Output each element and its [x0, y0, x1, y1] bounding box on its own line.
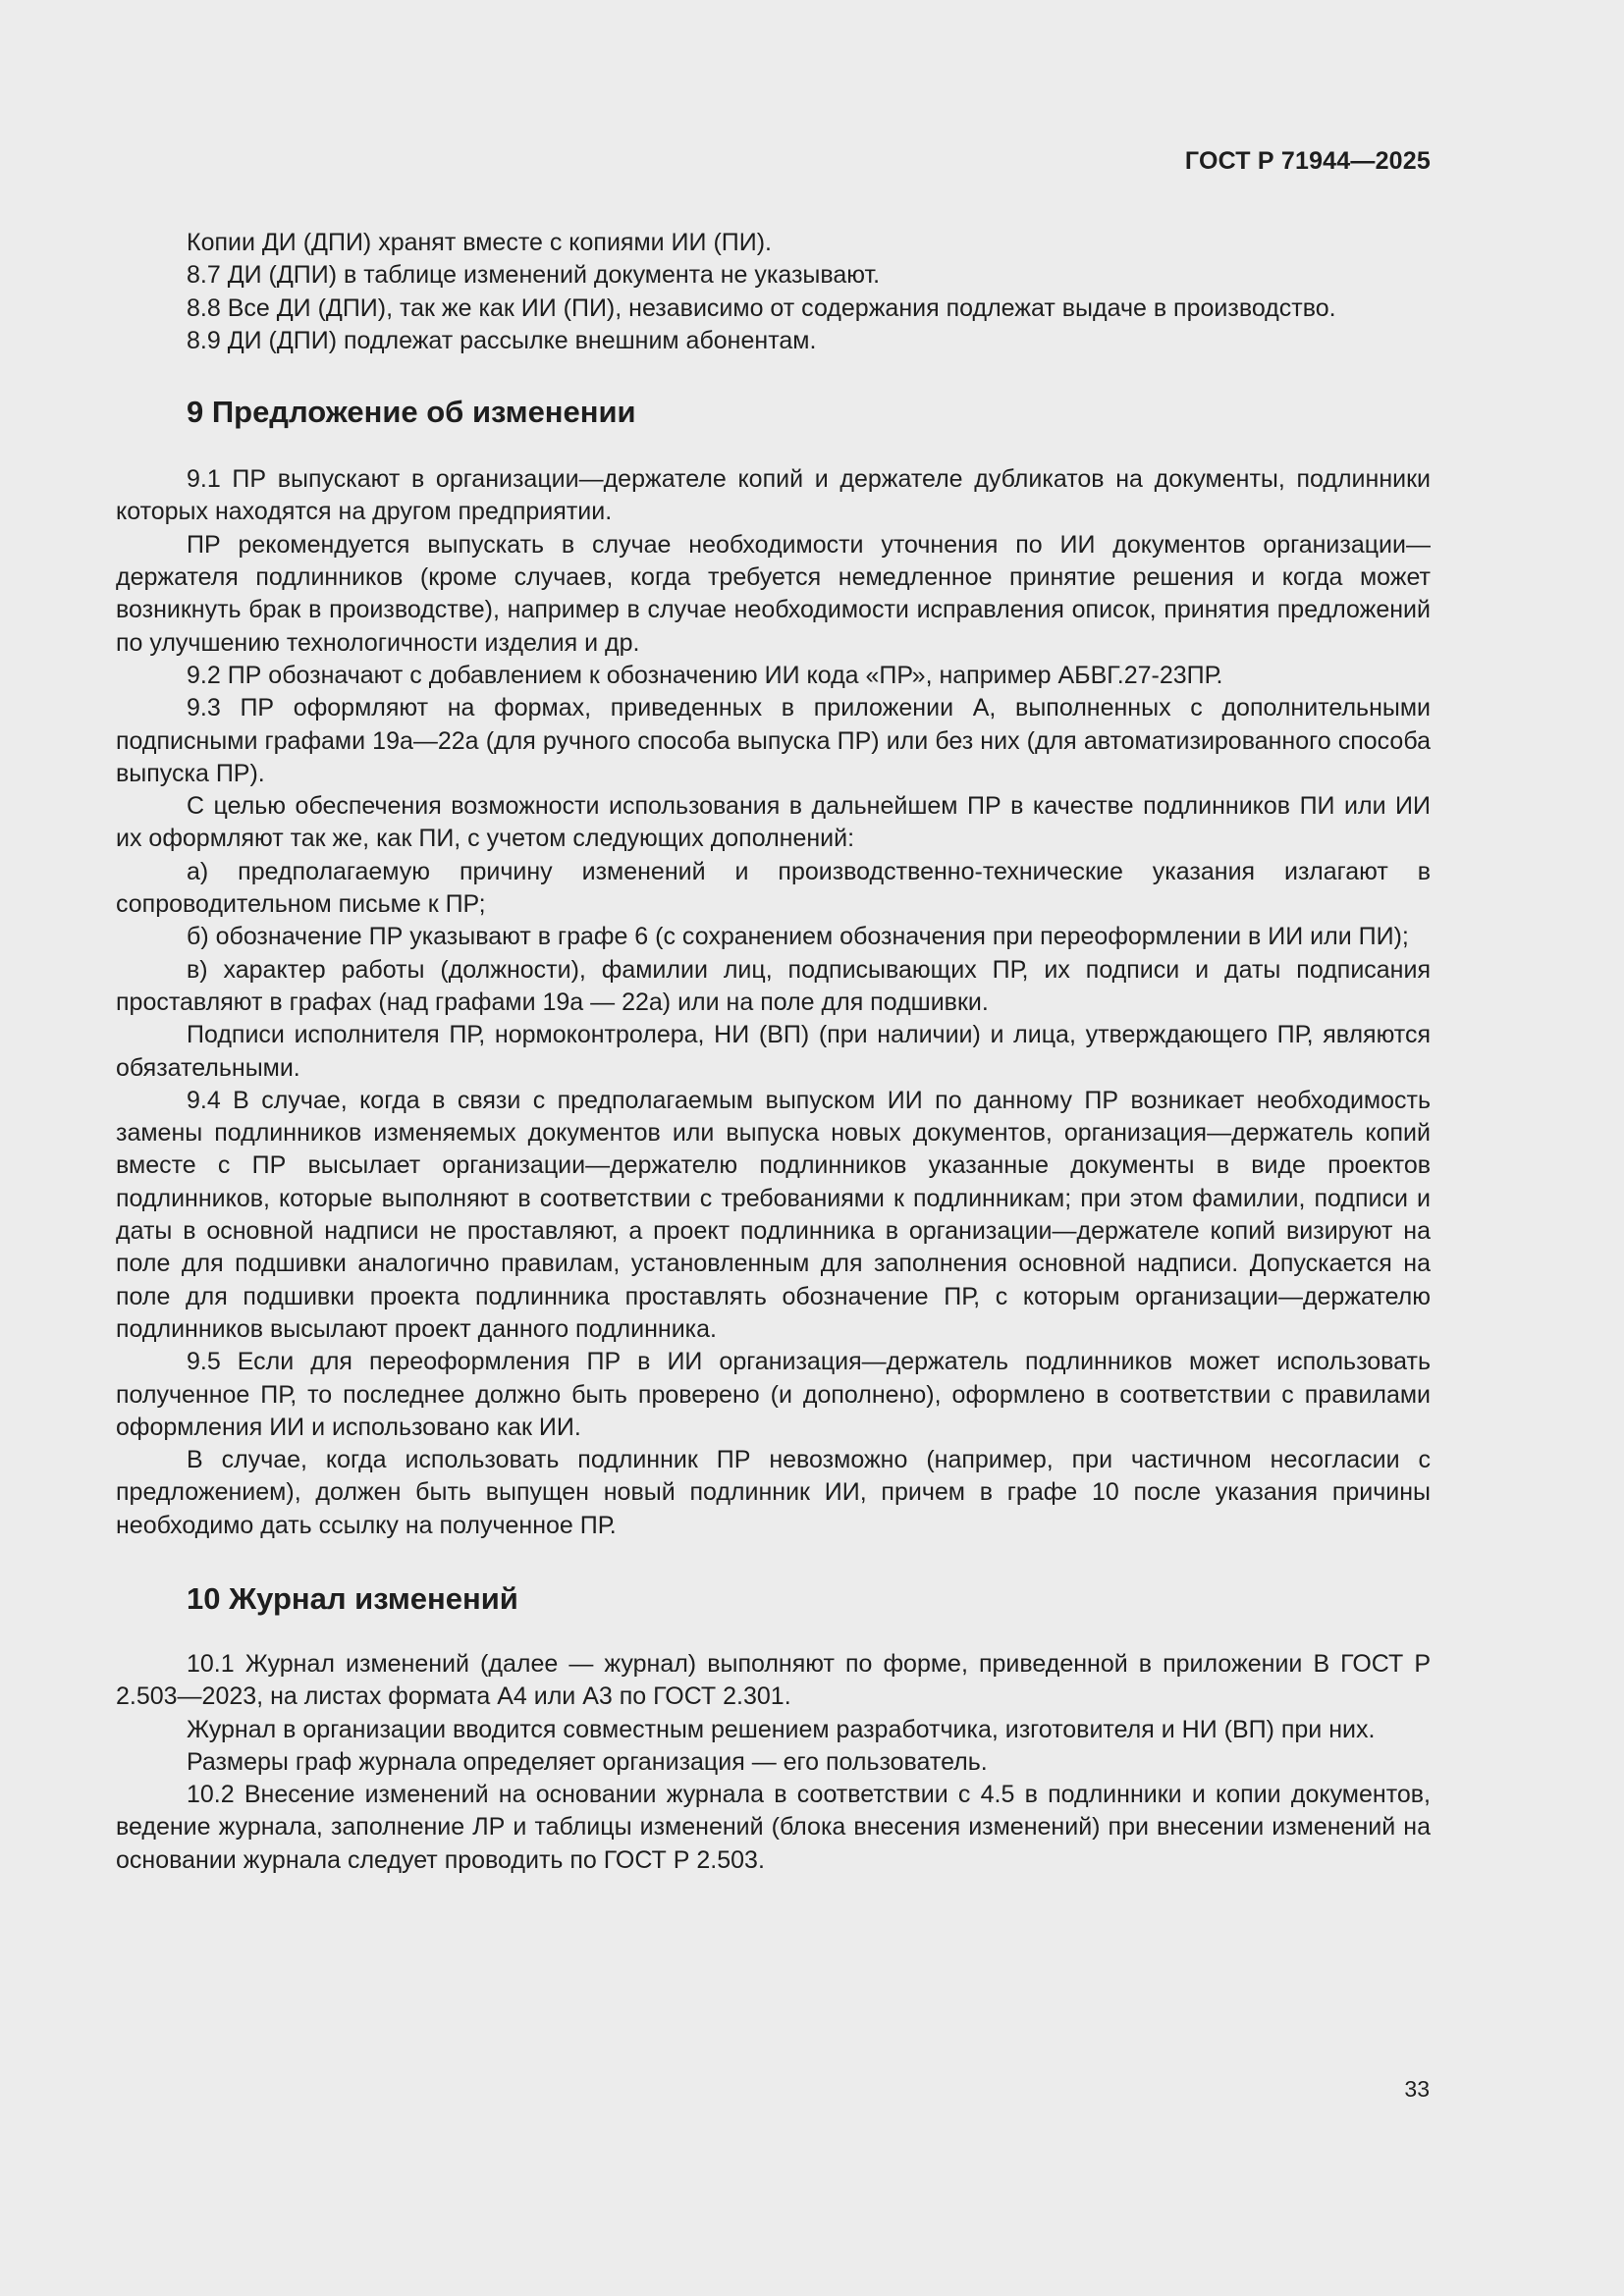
paragraph: 8.8 Все ДИ (ДПИ), так же как ИИ (ПИ), независимо от содержания подлежат выдаче в производство. — [187, 294, 1336, 322]
section-heading: 10 Журнал изменений — [187, 1580, 518, 1616]
paragraph: 8.9 ДИ (ДПИ) подлежат рассылке внешним абонентам. — [187, 326, 817, 354]
paragraph: С целью обеспечения возможности использования в дальнейшем ПР в качестве подлинников ПИ или ИИ их оформляют так же, как ПИ, с учетом следующих дополнений: — [116, 792, 1431, 853]
paragraph: 9.4 В случае, когда в связи с предполагаемым выпуском ИИ по данному ПР возникает необходимость замены подлинников изменяемых документов или выпуска новых документов, организация—держатель копий вместе с ПР высылает организации—держателю подлинников указанные документы в виде проектов подлинников, которые выполняют в соответствии с требованиями к подлинникам; при этом фамилии, подписи и даты в основной надписи не проставляют, а проект подлинника в организации—держателе копий визируют на поле для подшивки аналогично правилам, установленным для заполнения основной надписи. Допускается на поле для подшивки проекта подлинника проставлять обозначение ПР, с которым организации—держателю подлинников высылают проект данного подлинника. — [116, 1086, 1431, 1343]
document-code: ГОСТ Р 71944—2025 — [1184, 147, 1431, 175]
paragraph: Подписи исполнителя ПР, нормоконтролера, НИ (ВП) (при наличии) и лица, утверждающего ПР, являются обязательными. — [116, 1021, 1431, 1082]
page-number: 33 — [1404, 2076, 1430, 2102]
paragraph: 9.3 ПР оформляют на формах, приведенных в приложении А, выполненных с дополнительными подписными графами 19а—22а (для ручного способа выпуска ПР) или без них (для автоматизированного способа выпуска ПР). — [116, 694, 1431, 787]
paragraph: Размеры граф журнала определяет организация — его пользователь. — [187, 1747, 988, 1776]
section-heading: 9 Предложение об изменении — [187, 395, 636, 430]
paragraph: Копии ДИ (ДПИ) хранят вместе с копиями ИИ (ПИ). — [187, 229, 772, 256]
paragraph: 9.5 Если для переоформления ПР в ИИ организация—держатель подлинников может использовать полученное ПР, то последнее должно быть проверено (и дополнено), оформлено в соответствии с правилами оформления ИИ и использовано как ИИ. — [116, 1348, 1431, 1441]
paragraph: ПР рекомендуется выпускать в случае необходимости уточнения по ИИ документов организации—держателя подлинников (кроме случаев, когда требуется немедленное принятие решения и когда может возникнуть брак в производстве), например в случае необходимости исправления описок, принятия предложений по улучшению технологичности изделия и др. — [116, 530, 1431, 657]
paragraph: 9.1 ПР выпускают в организации—держателе копий и держателе дубликатов на документы, подлинники которых находятся на другом предприятии. — [116, 465, 1431, 526]
paragraph: В случае, когда использовать подлинник ПР невозможно (например, при частичном несогласии с предложением), должен быть выпущен новый подлинник ИИ, причем в графе 10 после указания причины необходимо дать ссылку на полученное ПР. — [116, 1446, 1431, 1539]
document-body — [116, 227, 1431, 1877]
list-item: а) предполагаемую причину изменений и производственно-технические указания излагают в сопроводительном письме к ПР; — [116, 857, 1431, 919]
list-item: в) характер работы (должности), фамилии лиц, подписывающих ПР, их подписи и даты подписания проставляют в графах (над графами 19а — 22а) или на поле для подшивки. — [116, 955, 1431, 1016]
paragraph: 8.7 ДИ (ДПИ) в таблице изменений документа не указывают. — [187, 261, 881, 290]
list-item: б) обозначение ПР указывают в графе 6 (с сохранением обозначения при переоформлении в ИИ или ПИ); — [187, 923, 1409, 951]
paragraph: 10.1 Журнал изменений (далее — журнал) выполняют по форме, приведенной в приложении В ГОСТ Р 2.503—2023, на листах формата А4 или А3 по ГОСТ 2.301. — [116, 1649, 1431, 1711]
paragraph: 9.2 ПР обозначают с добавлением к обозначению ИИ кода «ПР», например АБВГ.27-23ПР. — [187, 661, 1223, 689]
paragraph: 10.2 Внесение изменений на основании журнала в соответствии с 4.5 в подлинники и копии документов, ведение журнала, заполнение ЛР и таблицы изменений (блока внесения изменений) при внесении изменений на основании журнала следует проводить по ГОСТ Р 2.503. — [116, 1781, 1431, 1874]
paragraph: Журнал в организации вводится совместным решением разработчика, изготовителя и НИ (ВП) при них. — [187, 1715, 1376, 1743]
